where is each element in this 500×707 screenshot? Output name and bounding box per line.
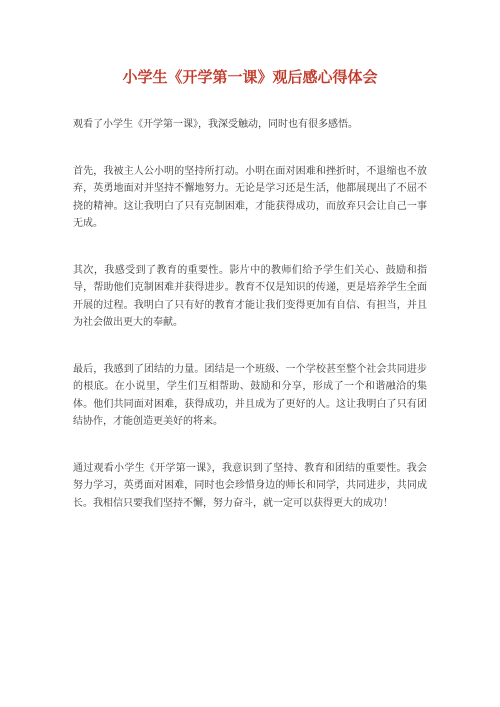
paragraph-conclusion: 通过观看小学生《开学第一课》，我意识到了坚持、教育和团结的重要性。我会努力学习，英勇面对困难，同时也会珍惜身边的师长和同学，共同进步，共同成长。我相信只要我们坚持不懈，努力奋斗，就一定可以获得更大的成功！	[73, 462, 427, 509]
paragraph-persistence: 首先，我被主人公小明的坚持所打动。小明在面对困难和挫折时，不退缩也不放弃，英勇地面对并坚持不懈地努力。无论是学习还是生活，他都展现出了不屈不挠的精神。这让我明白了只有克制困难，才能获得成功，而放弃只会让自己一事无成。	[73, 165, 427, 229]
paragraph-unity: 最后，我感到了团结的力量。团结是一个班级、一个学校甚至整个社会共同进步的根底。在小说里，学生们互相帮助、鼓励和分享，形成了一个和谐融洽的集体。他们共同面对困难，获得成功，并且成为了更好的人。这让我明白了只有团结协作，才能创造更美好的将来。	[73, 363, 427, 427]
document-title: 小学生《开学第一课》观后感心得体会	[122, 68, 378, 86]
document-body	[73, 116, 427, 541]
paragraph-intro: 观看了小学生《开学第一课》，我深受触动，同时也有很多感悟。	[73, 119, 358, 130]
paragraph-education: 其次，我感受到了教育的重要性。影片中的教师们给予学生们关心、鼓励和指导，帮助他们克制困难并获得进步。教育不仅是知识的传递，更是培养学生全面开展的过程。我明白了只有好的教育才能让我们变得更加有自信、有担当，并且为社会做出更大的奉献。	[73, 264, 427, 328]
